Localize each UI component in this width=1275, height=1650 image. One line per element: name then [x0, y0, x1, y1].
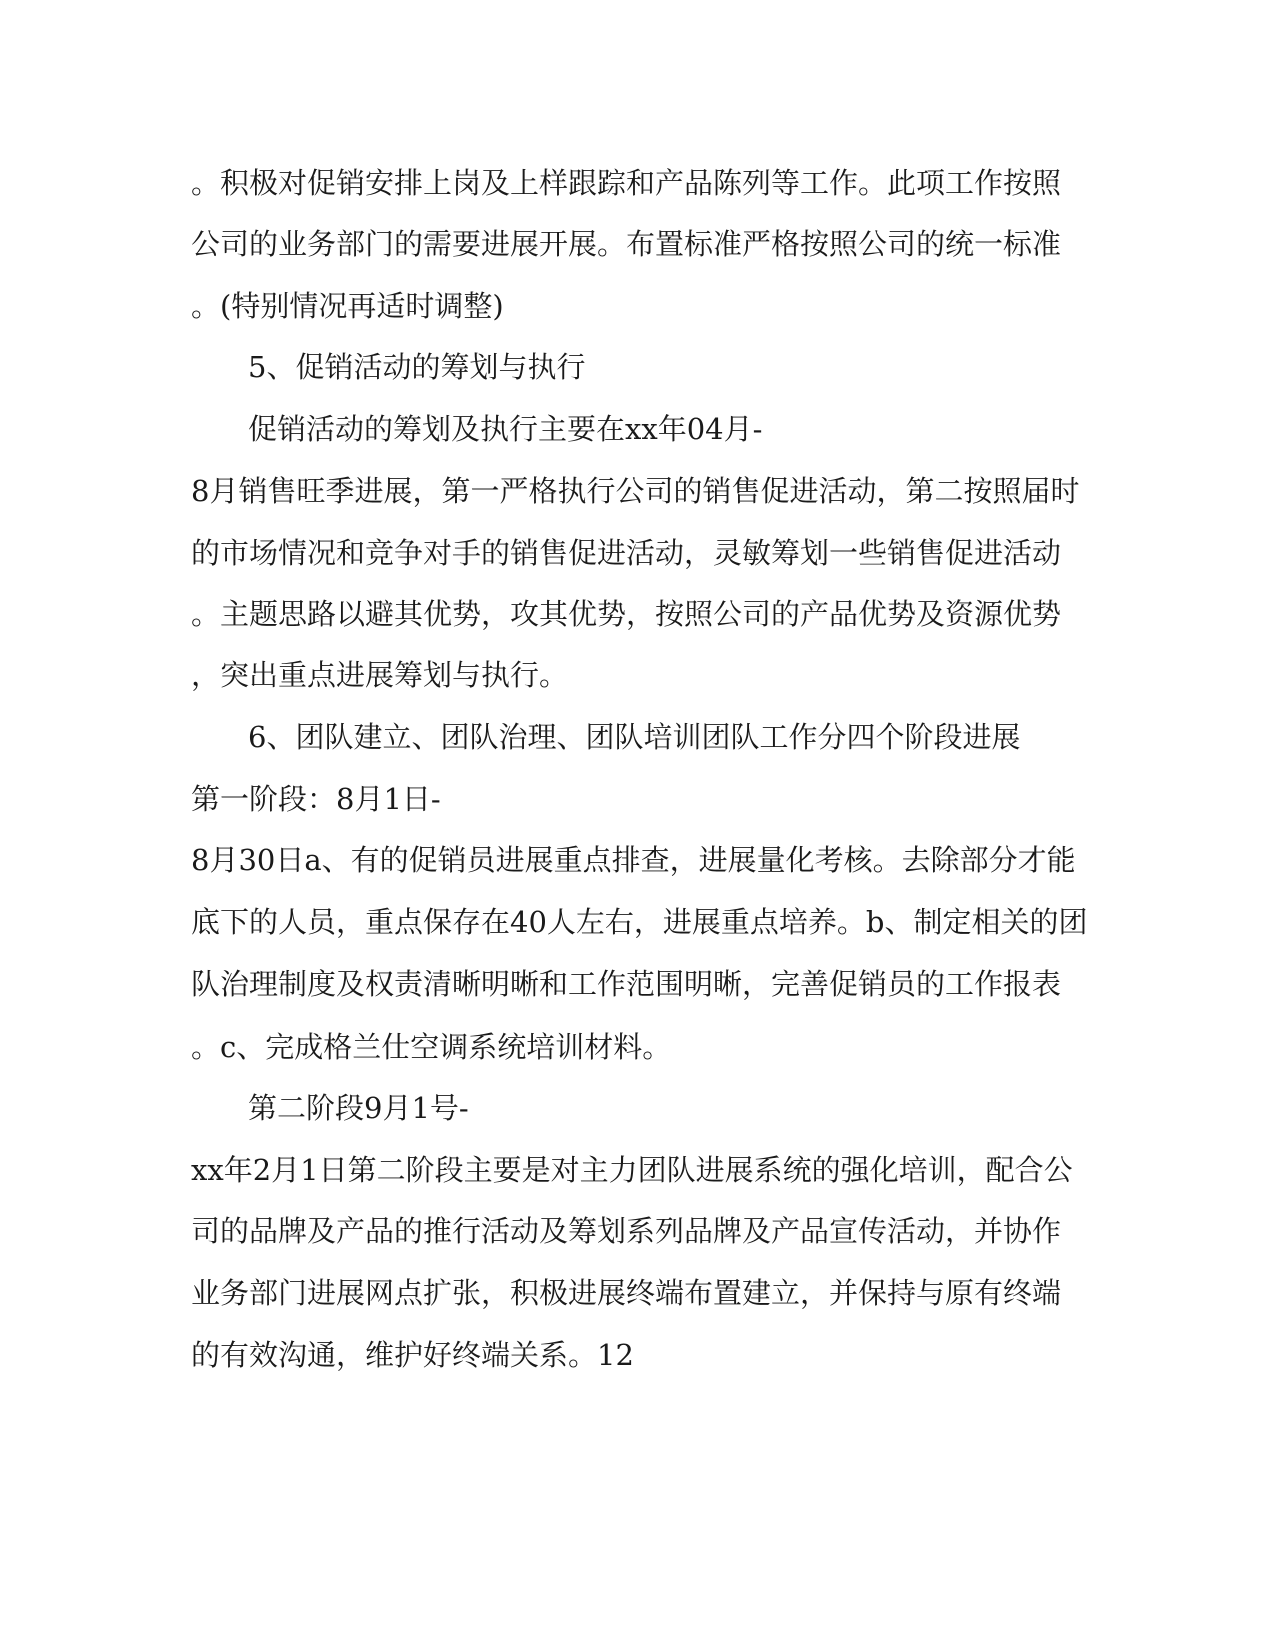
text-line: 业务部门进展网点扩张，积极进展终端布置建立，并保持与原有终端	[191, 1276, 1062, 1310]
text-line: ，突出重点进展筹划与执行。	[191, 658, 569, 692]
text-line: 。主题思路以避其优势，攻其优势，按照公司的产品优势及资源优势	[191, 597, 1062, 631]
text-line: 。积极对促销安排上岗及上样跟踪和产品陈列等工作。此项工作按照	[191, 166, 1062, 200]
text-line: xx年2月1日第二阶段主要是对主力团队进展系统的强化培训，配合公	[191, 1153, 1073, 1187]
text-line: 促销活动的筹划及执行主要在xx年04月-	[248, 412, 763, 446]
text-line: 队治理制度及权责清晰明晰和工作范围明晰，完善促销员的工作报表	[191, 967, 1062, 1001]
section-heading-6: 6、团队建立、团队治理、团队培训团队工作分四个阶段进展	[248, 720, 1021, 754]
text-line: 。(特别情况再适时调整)	[191, 289, 504, 323]
text-line: 第二阶段9月1号-	[248, 1091, 469, 1125]
text-line: 司的品牌及产品的推行活动及筹划系列品牌及产品宣传活动，并协作	[191, 1214, 1062, 1248]
text-line: 8月销售旺季进展，第一严格执行公司的销售促进活动，第二按照届时	[191, 474, 1080, 508]
text-line: 底下的人员，重点保存在40人左右，进展重点培养。b、制定相关的团	[191, 905, 1088, 939]
text-line: 。c、完成格兰仕空调系统培训材料。	[191, 1030, 672, 1064]
text-line: 的市场情况和竞争对手的销售促进活动，灵敏筹划一些销售促进活动	[191, 536, 1062, 570]
text-line: 公司的业务部门的需要进展开展。布置标准严格按照公司的统一标准	[191, 227, 1062, 261]
text-line: 8月30日a、有的促销员进展重点排查，进展量化考核。去除部分才能	[191, 843, 1076, 877]
text-line: 第一阶段：8月1日-	[191, 782, 441, 816]
text-line: 的有效沟通，维护好终端关系。12	[191, 1338, 634, 1372]
section-heading-5: 5、促销活动的筹划与执行	[248, 350, 586, 384]
